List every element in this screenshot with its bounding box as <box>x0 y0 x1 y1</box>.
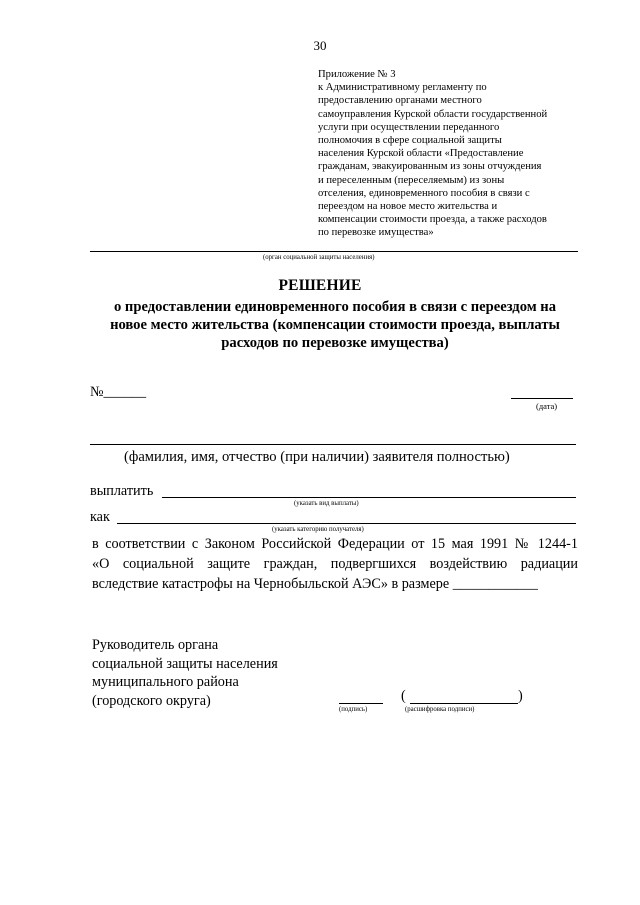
appendix-line: компенсации стоимости проезда, а также расходов <box>318 214 547 226</box>
applicant-caption: (фамилия, имя, отчество (при наличии) заявителя полностью) <box>124 449 510 465</box>
subtitle <box>92 298 578 352</box>
appendix-line: полномочия в сфере социальной защиты <box>318 135 502 147</box>
subtitle-line: расходов по перевозке имущества) <box>221 335 449 351</box>
signatory-line: (городского округа) <box>92 692 211 709</box>
pay-label: выплатить <box>90 483 154 499</box>
appendix-line: по перевозке имущества» <box>318 227 434 239</box>
organ-line <box>90 251 578 252</box>
signatory-line: социальной защиты населения <box>92 655 278 672</box>
decoding-close-paren: ) <box>518 688 523 704</box>
page-number: 30 <box>313 38 327 53</box>
appendix-line: самоуправления Курской области государственной <box>318 108 548 120</box>
signature-line <box>339 703 383 704</box>
appendix-line: и переселенным (переселяемым) из зоны <box>318 174 505 186</box>
subtitle-line: новое место жительства (компенсации стоимости проезда, выплаты <box>110 317 560 333</box>
appendix-line: услуги при осуществлении переданного <box>318 121 500 133</box>
appendix-line: населения Курской области «Предоставление <box>318 148 524 160</box>
page-title: РЕШЕНИЕ <box>278 277 362 294</box>
appendix-line: к Административному регламенту по <box>318 82 487 94</box>
applicant-line <box>90 444 576 445</box>
law-line: в соответствии с Законом Российской Федерации от 15 мая 1991 № 1244-1 <box>92 536 578 552</box>
law-line: вследствие катастрофы на Чернобыльской АЭС» в размере ____________ <box>92 576 538 592</box>
law-line: «О социальной защите граждан, подвергшихся воздействию радиации <box>92 556 578 572</box>
signature-caption: (подпись) <box>339 706 368 713</box>
as-line <box>117 523 576 524</box>
law-paragraph <box>92 534 578 594</box>
pay-caption: (указать вид выплаты) <box>294 500 359 507</box>
appendix-line: гражданам, эвакуированным из зоны отчуждения <box>318 161 542 173</box>
appendix-note <box>318 68 586 240</box>
subtitle-line: о предоставлении единовременного пособия в связи с переездом на <box>113 299 557 315</box>
decoding-open-paren: ( <box>401 688 406 704</box>
as-label: как <box>90 509 110 525</box>
pay-line <box>162 497 576 498</box>
signatory-block <box>92 636 278 710</box>
organ-caption: (орган социальной защиты населения) <box>263 254 375 261</box>
appendix-line: переездом на новое место жительства и <box>318 201 498 213</box>
appendix-line: предоставлению органами местного <box>318 95 482 107</box>
date-line <box>511 398 573 399</box>
decoding-line <box>410 703 518 704</box>
date-caption: (дата) <box>536 401 558 411</box>
decoding-caption: (расшифровка подписи) <box>405 706 475 713</box>
appendix-line: Приложение № 3 <box>318 69 396 80</box>
signatory-line: муниципального района <box>92 674 239 690</box>
number-field: №______ <box>90 384 147 400</box>
appendix-line: отселения, единовременного пособия в связи с <box>318 187 530 199</box>
as-caption: (указать категорию получателя) <box>272 526 364 533</box>
signatory-line: Руководитель органа <box>92 637 219 653</box>
